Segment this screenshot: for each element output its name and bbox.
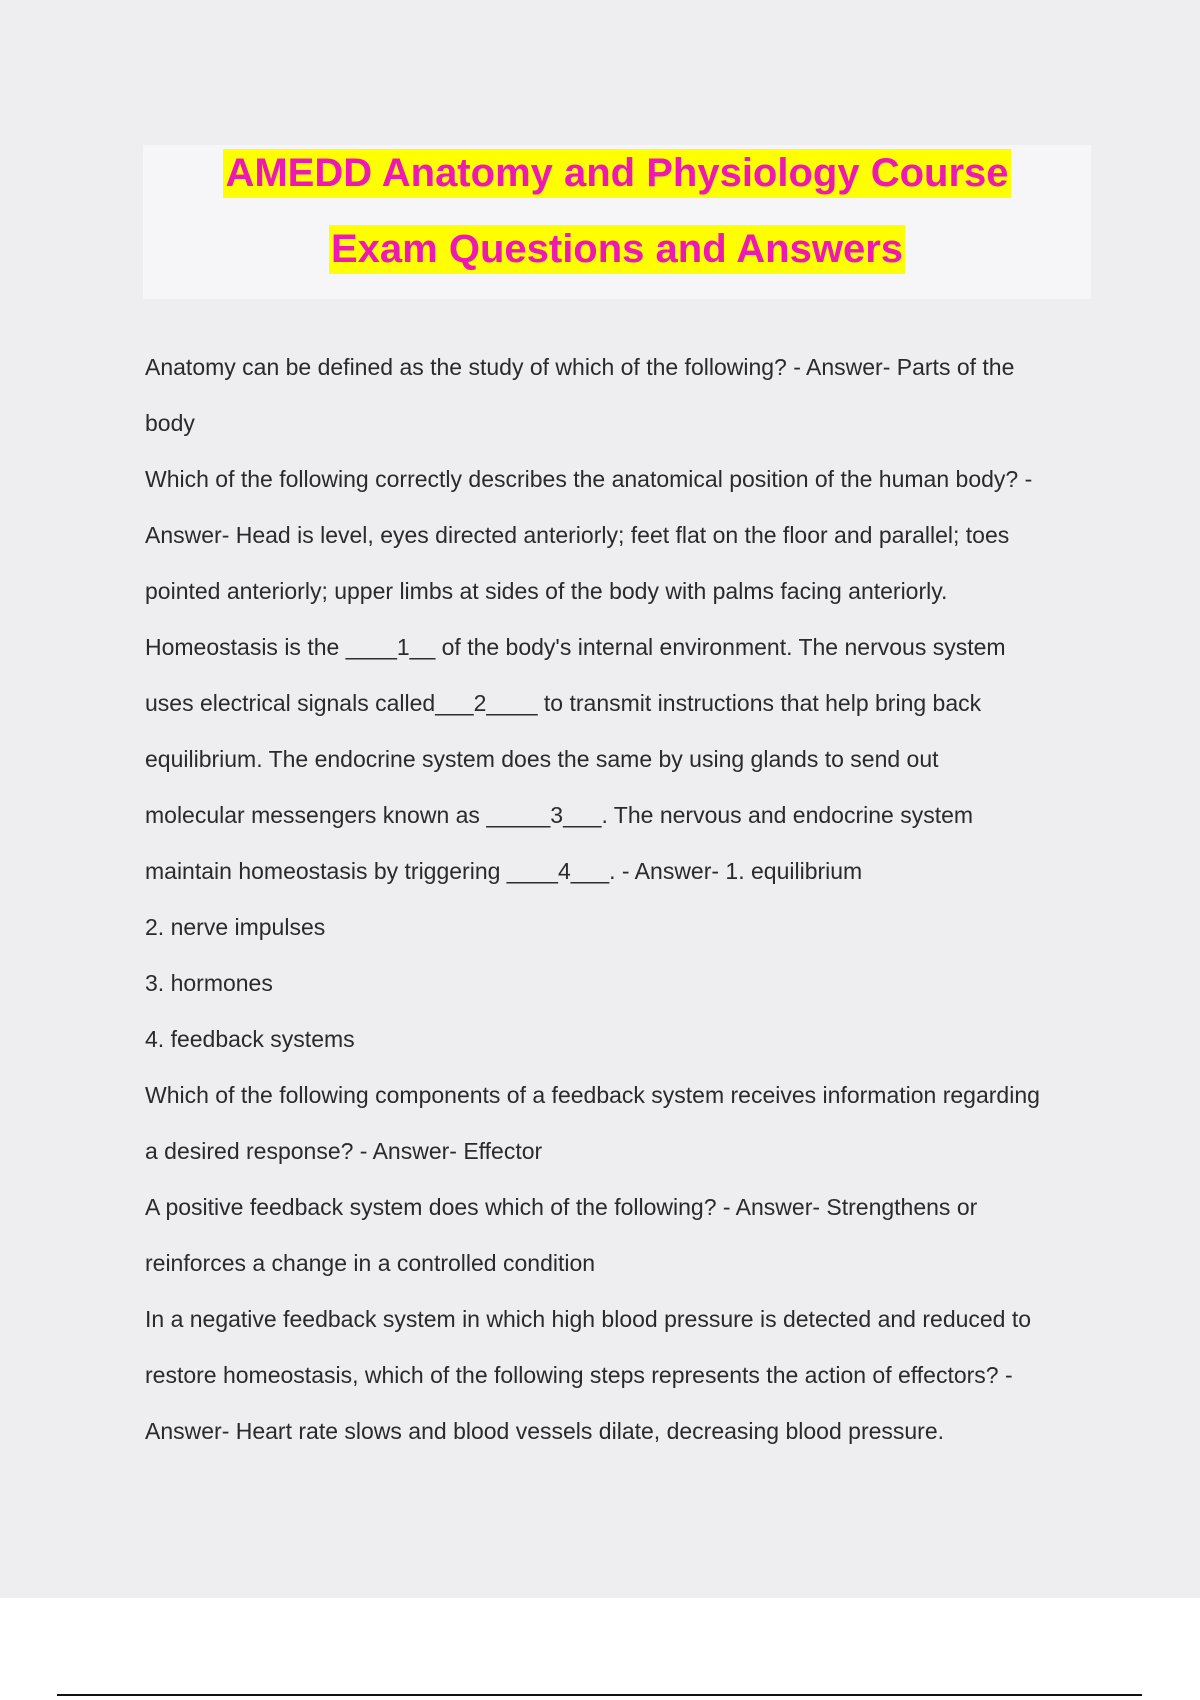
document-title-line-1: AMEDD Anatomy and Physiology Course: [223, 149, 1010, 198]
text-line: restore homeostasis, which of the following steps represents the action of effectors? -: [145, 1362, 1013, 1388]
text-line: equilibrium. The endocrine system does the same by using glands to send out: [145, 746, 939, 772]
text-line: Anatomy can be defined as the study of which of the following? - Answer- Parts of the: [145, 354, 1015, 380]
text-line: A positive feedback system does which of the following? - Answer- Strengthens or: [145, 1194, 978, 1220]
text-line: 2. nerve impulses: [145, 914, 326, 940]
text-line: molecular messengers known as _____3___. The nervous and endocrine system: [145, 802, 974, 828]
text-line: maintain homeostasis by triggering ____4___. - Answer- 1. equilibrium: [145, 858, 863, 884]
text-line: a desired response? - Answer- Effector: [145, 1138, 543, 1164]
title-box: [143, 145, 1091, 299]
text-line: Which of the following components of a feedback system receives information regarding: [145, 1082, 1040, 1108]
text-line: 3. hormones: [145, 970, 273, 996]
text-line: uses electrical signals called___2____ to transmit instructions that help bring back: [145, 690, 982, 716]
text-line: reinforces a change in a controlled condition: [145, 1250, 596, 1276]
text-line: pointed anteriorly; upper limbs at sides of the body with palms facing anteriorly.: [145, 578, 948, 604]
document-title-line-2: Exam Questions and Answers: [329, 225, 905, 274]
footer-divider: [57, 1694, 1142, 1696]
document-body: [145, 339, 1095, 1459]
text-line: Homeostasis is the ____1__ of the body's internal environment. The nervous system: [145, 634, 1006, 660]
text-line: Answer- Heart rate slows and blood vessels dilate, decreasing blood pressure.: [145, 1418, 945, 1444]
text-line: Answer- Head is level, eyes directed anteriorly; feet flat on the floor and parallel; toes: [145, 522, 1010, 548]
text-line: Which of the following correctly describes the anatomical position of the human body? -: [145, 466, 1033, 492]
text-line: 4. feedback systems: [145, 1026, 355, 1052]
text-line: body: [145, 410, 195, 436]
text-line: In a negative feedback system in which high blood pressure is detected and reduced to: [145, 1306, 1032, 1332]
